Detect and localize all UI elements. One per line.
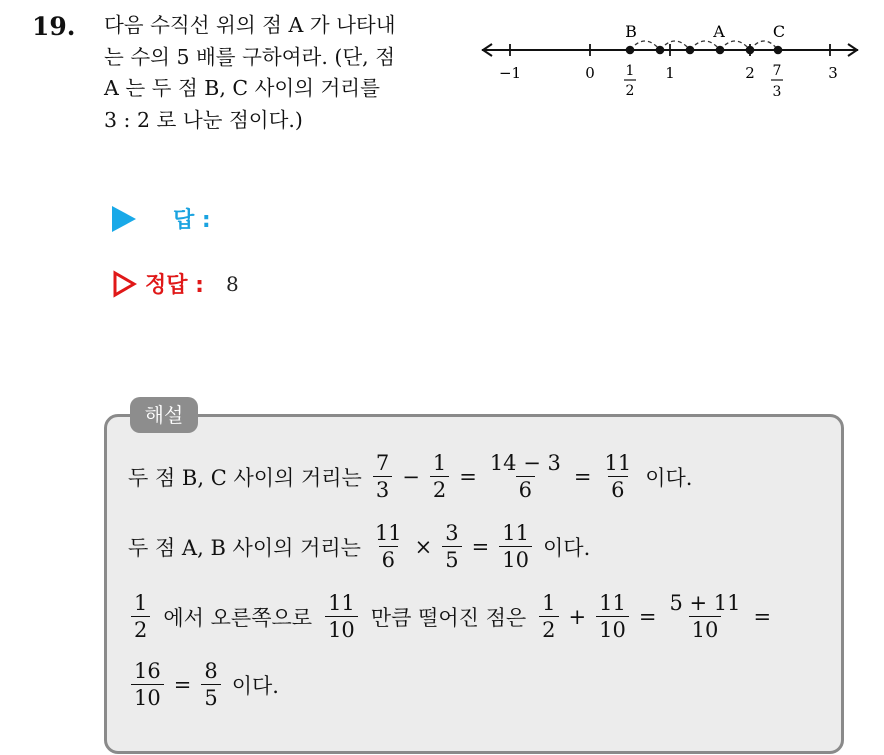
fraction: $\frac{3}{5}$: [442, 520, 461, 573]
tick-label: 1: [665, 64, 675, 82]
solution-text: 이다.: [543, 535, 591, 560]
division-dot: [686, 46, 695, 55]
fraction: $\frac{7}{3}$: [373, 450, 392, 503]
tick-label: 2: [745, 64, 755, 82]
operator: =: [459, 464, 477, 489]
operator: ×: [414, 534, 433, 559]
tick-label: 3: [828, 64, 838, 82]
operator: =: [638, 604, 657, 629]
dashed-arc: [630, 41, 660, 50]
solution-line-3: [128, 590, 778, 643]
solution-line-2: [128, 520, 590, 573]
operator: =: [173, 672, 192, 697]
point-label-b: B: [625, 22, 637, 41]
fraction: $\frac{11}{10}$: [499, 520, 532, 573]
question-line: 는 수의 5 배를 구하여라. (단, 점: [104, 44, 396, 69]
tick-label: 0: [585, 64, 595, 82]
fraction: $\frac{8}{5}$: [201, 658, 220, 711]
solution-line-1: [128, 450, 692, 503]
answer-label: 답 :: [173, 208, 211, 233]
point-c-dot: [774, 46, 783, 55]
answer-row: [112, 203, 211, 234]
tick-label-half-num: 1: [625, 63, 635, 79]
fraction: $\frac{11}{10}$: [325, 590, 358, 643]
division-dot: [746, 46, 755, 55]
solution-tag: 해설: [130, 397, 198, 433]
tick-label-seven-thirds-num: 7: [772, 63, 782, 79]
question-number: 19.: [32, 12, 76, 41]
tick-label-seven-thirds-den: 3: [772, 84, 782, 100]
solution-text: 만큼 떨어진 점은: [370, 605, 527, 630]
fraction: $\frac{11}{6}$: [374, 521, 402, 572]
dashed-arc: [660, 41, 690, 50]
tick-label: −1: [498, 64, 522, 82]
correct-arrow-icon: [112, 270, 138, 298]
number-line-diagram: [480, 18, 870, 108]
solution-text: 두 점 B, C 사이의 거리는: [128, 465, 362, 490]
fraction: $\frac{11}{10}$: [596, 590, 629, 643]
correct-answer-row: [112, 268, 239, 299]
fraction: $\frac{14 - 3}{6}$: [489, 451, 561, 502]
solution-text: 이다.: [231, 673, 279, 698]
fraction: $\frac{5 + 11}{10}$: [669, 591, 741, 642]
answer-arrow-icon: [112, 206, 136, 232]
point-label-c: C: [772, 22, 786, 41]
solution-text: 두 점 A, B 사이의 거리는: [128, 535, 361, 560]
fraction: $\frac{11}{6}$: [604, 451, 632, 502]
point-b-dot: [626, 46, 635, 55]
operator: =: [573, 464, 592, 489]
dashed-arc: [750, 41, 778, 50]
fraction: $\frac{1}{2}$: [131, 590, 150, 643]
tick-label-half-den: 2: [625, 83, 635, 99]
dashed-arc: [690, 41, 720, 50]
question-text: [104, 10, 464, 136]
point-label-a: A: [713, 22, 725, 41]
question-line: A 는 두 점 B, C 사이의 거리를: [104, 76, 380, 100]
operator: =: [471, 534, 490, 559]
correct-answer-label: 정답 :: [145, 273, 204, 298]
point-a-dot: [716, 46, 725, 55]
correct-answer-value: 8: [225, 271, 239, 296]
question-line: 3 : 2 로 나눈 점이다.): [104, 107, 303, 132]
fraction: $\frac{16}{10}$: [131, 658, 164, 711]
solution-text: 이다.: [645, 465, 693, 490]
solution-text: 에서 오른쪽으로: [163, 605, 313, 630]
operator: =: [753, 604, 772, 629]
dashed-arc: [720, 41, 750, 50]
operator: +: [568, 604, 587, 629]
fraction: $\frac{1}{2}$: [430, 450, 449, 503]
question-line: 다음 수직선 위의 점 A 가 나타내: [104, 13, 396, 37]
solution-line-4: [128, 658, 279, 711]
division-dot: [656, 46, 665, 55]
operator: −: [402, 464, 420, 489]
fraction: $\frac{1}{2}$: [539, 590, 558, 643]
